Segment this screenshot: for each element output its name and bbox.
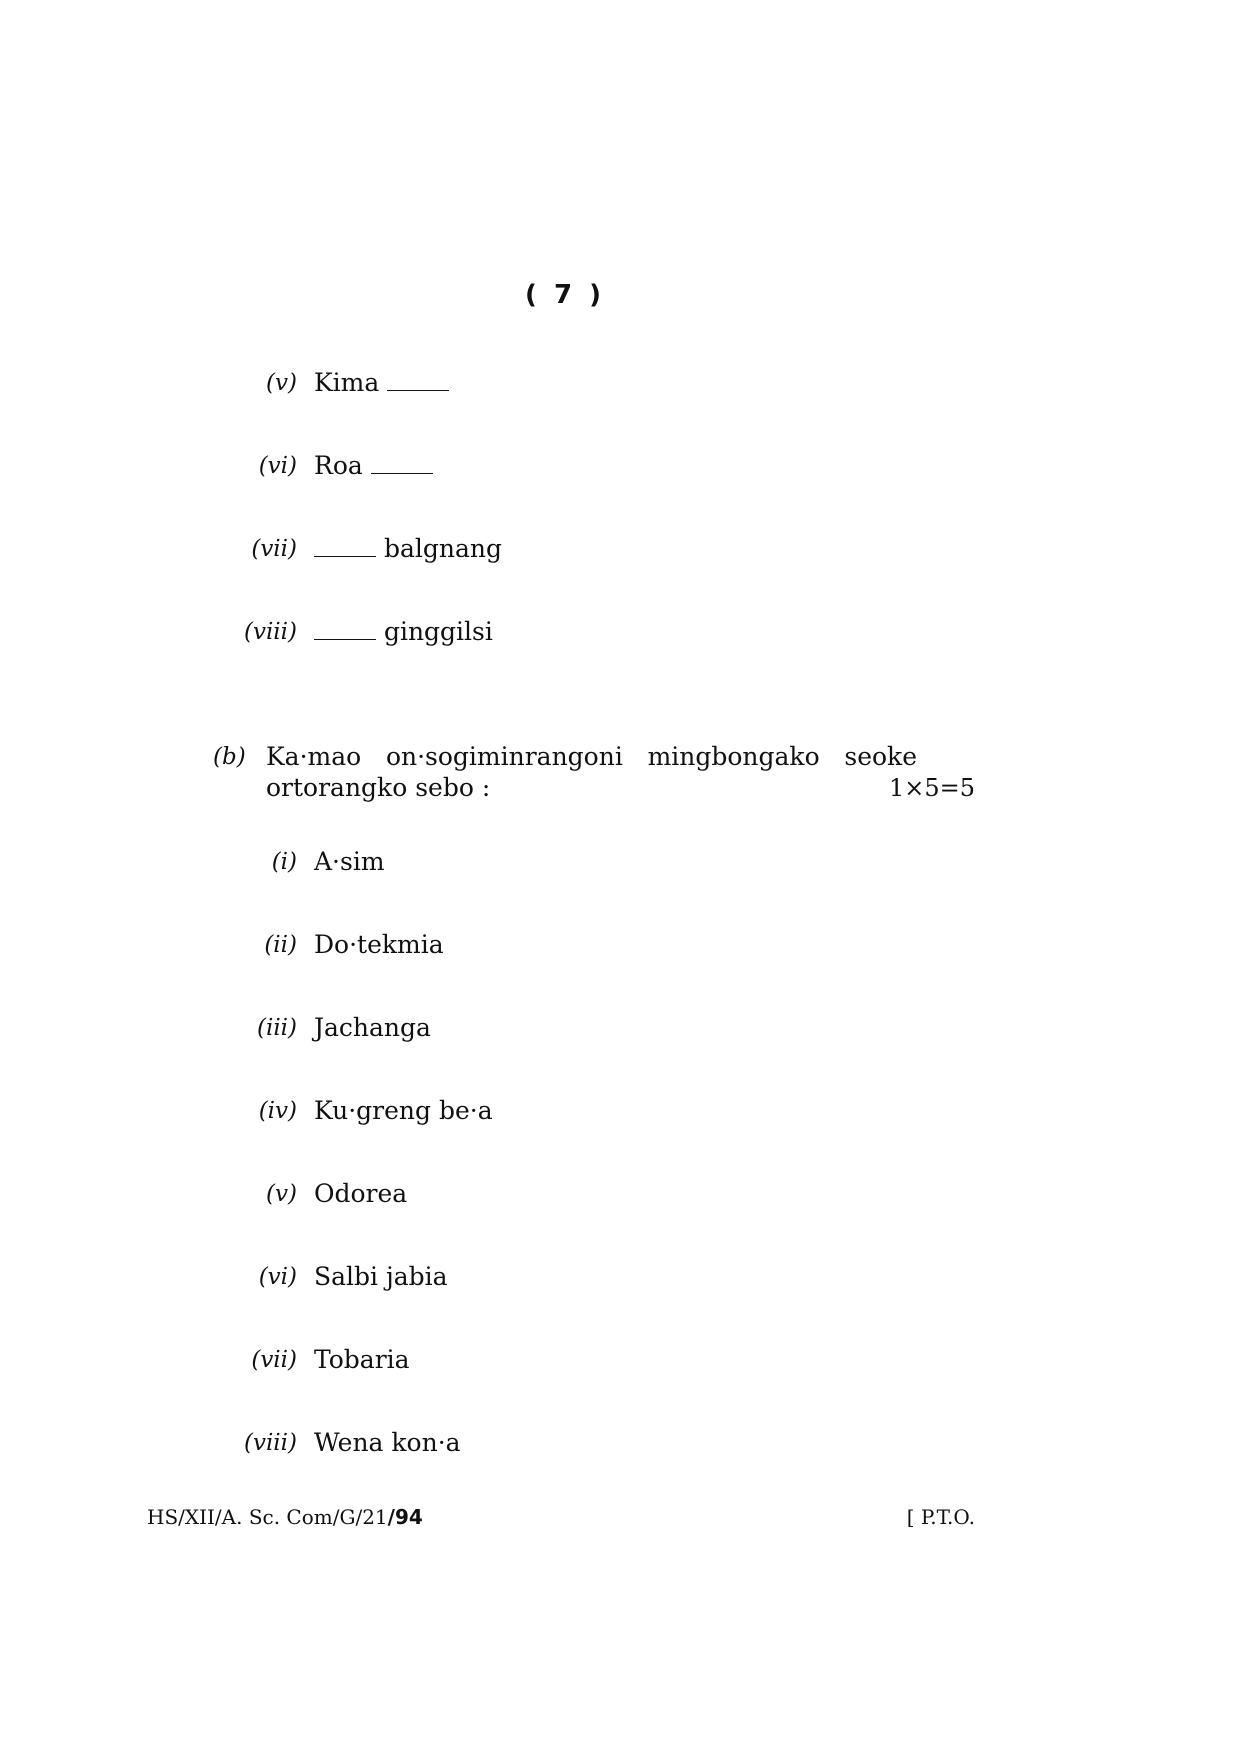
footer-code-text: HS/XII/A. Sc. Com/G/21 <box>147 1505 388 1529</box>
item-number: (v) <box>266 1181 297 1207</box>
fill-blank <box>371 453 433 474</box>
footer-code-bold: /94 <box>387 1505 423 1529</box>
item-text: balgnang <box>383 534 502 563</box>
item-number: (viii) <box>243 619 297 645</box>
question-word: Ka·mao <box>266 742 362 771</box>
question-word: seoke <box>844 742 917 771</box>
page-number: ( 7 ) <box>525 280 605 310</box>
footer-pto: [ P.T.O. <box>906 1505 975 1529</box>
item-number: (vi) <box>258 453 297 479</box>
item-text: Do·tekmia <box>314 930 444 959</box>
footer-code <box>147 1502 423 1532</box>
item-text: Tobaria <box>314 1345 410 1374</box>
question-text-line1 <box>266 740 917 774</box>
item-number: (iv) <box>258 1098 297 1124</box>
fill-blank <box>387 370 449 391</box>
fill-blank <box>314 536 376 557</box>
item-text: Roa <box>314 451 363 480</box>
item-text: Salbi jabia <box>314 1262 448 1291</box>
item-number: (v) <box>266 370 297 396</box>
question-text-line2: ortorangko sebo : <box>266 773 491 802</box>
item-text: Jachanga <box>314 1013 431 1042</box>
item-text: Odorea <box>314 1179 408 1208</box>
item-number: (vii) <box>251 1347 297 1373</box>
item-text: Wena kon·a <box>314 1428 461 1457</box>
question-word: on·sogiminrangoni <box>385 742 623 771</box>
question-word: mingbongako <box>647 742 820 771</box>
question-marks: 1×5=5 <box>888 774 975 802</box>
item-number: (viii) <box>243 1430 297 1456</box>
item-number: (i) <box>271 849 297 875</box>
question-label: (b) <box>213 744 246 770</box>
item-text: Ku·greng be·a <box>314 1096 493 1125</box>
item-number: (ii) <box>264 932 297 958</box>
item-number: (vii) <box>251 536 297 562</box>
item-number: (vi) <box>258 1264 297 1290</box>
item-text: A·sim <box>314 847 385 876</box>
item-text: Kima <box>314 368 380 397</box>
item-text: ginggilsi <box>383 617 493 646</box>
item-number: (iii) <box>256 1015 297 1041</box>
fill-blank <box>314 619 376 640</box>
